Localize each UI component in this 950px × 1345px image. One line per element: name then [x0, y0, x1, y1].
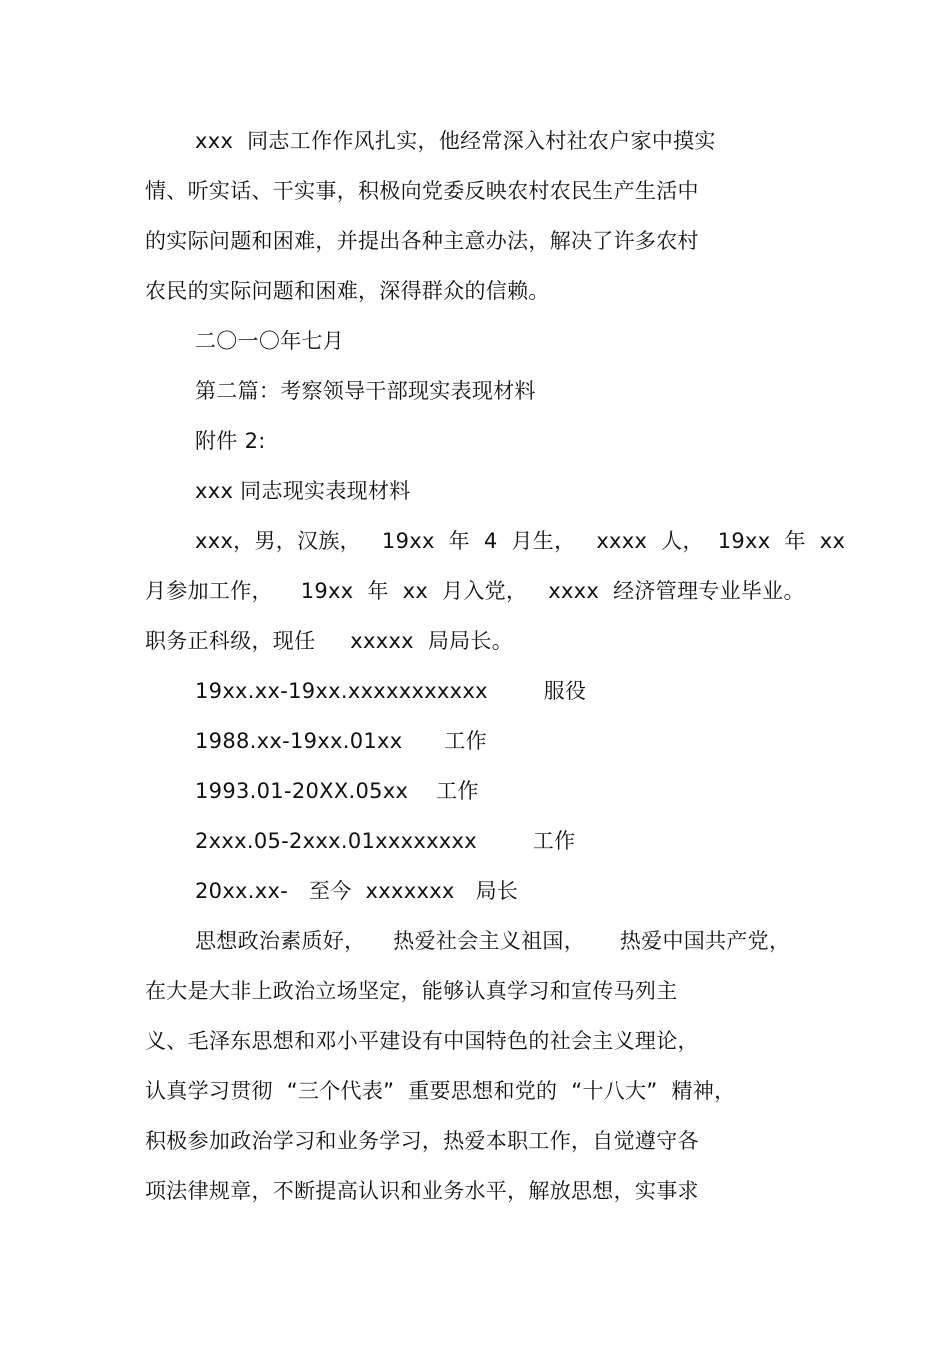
paragraph-line: 义、毛泽东思想和邓小平建设有中国特色的社会主义理论，: [145, 1029, 699, 1053]
material-title: xxx 同志现实表现材料: [195, 479, 411, 503]
paragraph-line: xxx 同志工作作风扎实，他经常深入村社农户家中摸实: [195, 129, 716, 153]
resume-entry: 2xxx.05-2xxx.01xxxxxxxx 工作: [195, 829, 576, 853]
section-heading: 第二篇：考察领导干部现实表现材料: [195, 379, 536, 403]
paragraph-line: 的实际问题和困难，并提出各种主意办法，解决了许多农村: [145, 229, 699, 253]
resume-entry: 1993.01-20XX.05xx 工作: [195, 779, 479, 803]
paragraph-line: xxx，男，汉族， 19xx 年 4 月生， xxxx 人， 19xx 年 xx: [195, 529, 846, 553]
paragraph-line: 思想政治素质好， 热爱社会主义祖国， 热爱中国共产党，: [195, 929, 791, 953]
paragraph-line: 情、听实话、干实事，积极向党委反映农村农民生产生活中: [145, 179, 699, 203]
resume-entry: 1988.xx-19xx.01xx 工作: [195, 729, 487, 753]
paragraph-line: 项法律规章，不断提高认识和业务水平，解放思想，实事求: [145, 1179, 699, 1203]
resume-entry: 20xx.xx- 至今 xxxxxxx 局长: [195, 879, 519, 903]
attachment-label: 附件 2:: [195, 429, 266, 453]
resume-entry: 19xx.xx-19xx.xxxxxxxxxxx 服役: [195, 679, 587, 703]
paragraph-line: 积极参加政治学习和业务学习，热爱本职工作，自觉遵守各: [145, 1129, 699, 1153]
paragraph-line: 职务正科级，现任 xxxxx 局局长。: [145, 629, 514, 653]
paragraph-line: 在大是大非上政治立场坚定，能够认真学习和宣传马列主: [145, 979, 678, 1003]
paragraph-line: 认真学习贯彻 “三个代表” 重要思想和党的 “十八大” 精神，: [145, 1079, 736, 1103]
paragraph-line: 农民的实际问题和困难，深得群众的信赖。: [145, 279, 550, 303]
paragraph-line: 月参加工作， 19xx 年 xx 月入党， xxxx 经济管理专业毕业。: [145, 579, 805, 603]
date-line: 二〇一〇年七月: [195, 329, 345, 353]
